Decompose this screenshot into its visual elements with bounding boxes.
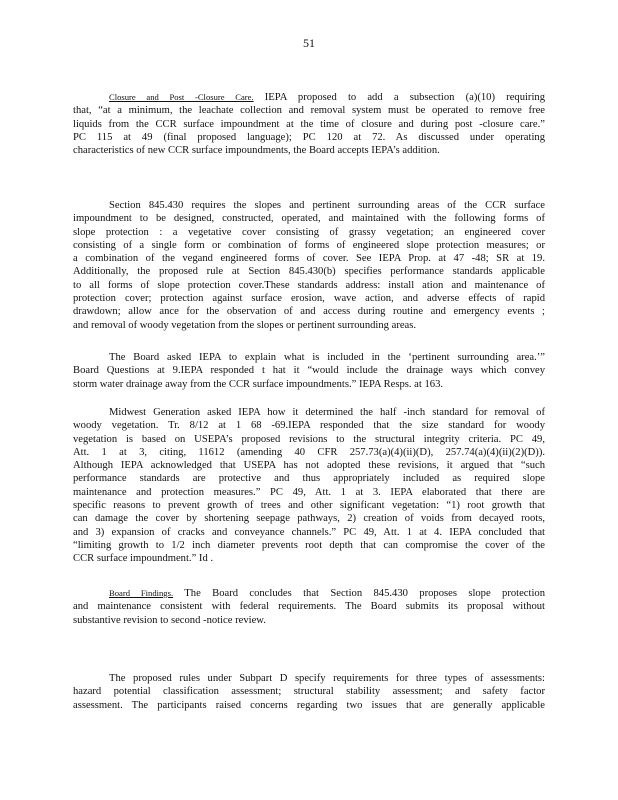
page-number: 51	[303, 36, 315, 50]
paragraph-line: impoundment to be designed, constructed, operated, and maintained with the following forms of	[73, 213, 545, 225]
paragraph-line: The Board asked IEPA to explain what is included in the ‘pertinent surrounding area.’”	[109, 352, 545, 363]
paragraph-line: CCR surface impoundment.” Id .	[73, 553, 214, 565]
paragraph-line: and removal of woody vegetation from the slopes or pertinent surrounding areas.	[73, 319, 417, 331]
paragraph-line: to all forms of slope protection cover.These standards address: install ation and maintenance of	[73, 279, 545, 291]
paragraph-line: can damage the cover by shortening seepage pathways, 2) creation of voids from decayed roots,	[73, 513, 545, 525]
line-text: The Board concludes that Section 845.430 proposes slope protection	[184, 588, 545, 599]
line-text: IEPA proposed to add a subsection (a)(10) requiring	[264, 92, 545, 103]
paragraph-line: maintenance and protection measures.” PC 49, Att. 1 at 3. IEPA elaborated that there are	[73, 486, 545, 498]
paragraph-line: storm water drainage away from the CCR surface impoundments.” IEPA Resps. at 163.	[73, 378, 444, 390]
paragraph-line: Att. 1 at 3, citing, 11612 (amending 40 CFR 257.73(a)(4)(ii)(D), 257.74(a)(4)(ii)(2)(D)).	[73, 446, 545, 458]
paragraph-line: Although IEPA acknowledged that USEPA has not adopted these revisions, it argued that “such	[73, 460, 545, 472]
paragraph-line: PC 115 at 49 (final proposed language); PC 120 at 72. As discussed under operating	[73, 131, 545, 143]
paragraph-line: drawdown; allow ance for the observation of and access during routine and emergency events ;	[73, 306, 545, 318]
paragraph-line: and 3) expansion of cracks and conveyance channels.” PC 49, Att. 1 at 4. IEPA concluded that	[73, 526, 545, 538]
closure-care-heading: Closure and Post -Closure Care.	[109, 92, 254, 102]
paragraph-line: Section 845.430 requires the slopes and pertinent surrounding areas of the CCR surface	[109, 200, 545, 211]
paragraph-line: consisting of a single form or combination of forms of engineered slope protection measures; or	[73, 239, 545, 251]
paragraph-line: The proposed rules under Subpart D specify requirements for three types of assessments:	[109, 673, 545, 684]
paragraph-line	[73, 587, 545, 600]
paragraph-line	[73, 91, 545, 104]
paragraph-line: vegetation is based on USEPA’s proposed revisions to the structural integrity criteria. PC 49,	[73, 433, 545, 445]
paragraph-line: specific reasons to prevent growth of trees and other significant vegetation: “1) root growth that	[73, 500, 545, 512]
paragraph-line: and maintenance consistent with federal requirements. The Board submits its proposal without	[73, 601, 545, 613]
paragraph-line: hazard potential classification assessment; structural stability assessment; and safety factor	[73, 686, 545, 698]
paragraph-line: woody vegetation. Tr. 8/12 at 1 68 -69.IEPA responded that the size standard for woody	[73, 420, 545, 432]
board-findings-heading: Board Findings.	[109, 588, 174, 598]
paragraph-line: that, “at a minimum, the leachate collection and removal system must be operated to remove free	[73, 105, 545, 117]
paragraph-pertinent-area	[73, 351, 545, 391]
paragraph-line: Midwest Generation asked IEPA how it determined the half -inch standard for removal of	[109, 407, 545, 418]
paragraph-board-findings	[73, 587, 545, 627]
paragraph-closure-care	[73, 91, 545, 157]
paragraph-line: protection cover; protection against surface erosion, wave action, and adverse effects of rapid	[73, 293, 545, 305]
paragraph-line: “limiting growth to 1/2 inch diameter prevents root depth that can compromise the cover of the	[73, 539, 545, 551]
paragraph-line: Board Questions at 9.IEPA responded t hat it “would include the drainage ways which convey	[73, 365, 545, 377]
paragraph-section-845-430	[73, 199, 545, 332]
paragraph-line: Additionally, the proposed rule at Section 845.430(b) specifies performance standards applicable	[73, 266, 545, 278]
paragraph-line: assessment. The participants raised concerns regarding two issues that are generally applicable	[73, 699, 545, 711]
paragraph-line: performance standards are protective and thus appropriately included as required slope	[73, 473, 545, 485]
paragraph-subpart-d	[73, 672, 545, 712]
paragraph-line: characteristics of new CCR surface impoundments, the Board accepts IEPA’s addition.	[73, 145, 440, 157]
paragraph-line: a combination of the vegand engineered forms of cover. See IEPA Prop. at 47 -48; SR at 19.	[73, 253, 545, 265]
paragraph-half-inch-standard	[73, 406, 545, 566]
paragraph-line: substantive revision to second -notice review.	[73, 614, 266, 626]
paragraph-line: liquids from the CCR surface impoundment at the time of closure and during post -closure care.”	[73, 118, 545, 130]
paragraph-line: slope protection : a vegetative cover consisting of grassy vegetation; an engineered cover	[73, 226, 545, 238]
